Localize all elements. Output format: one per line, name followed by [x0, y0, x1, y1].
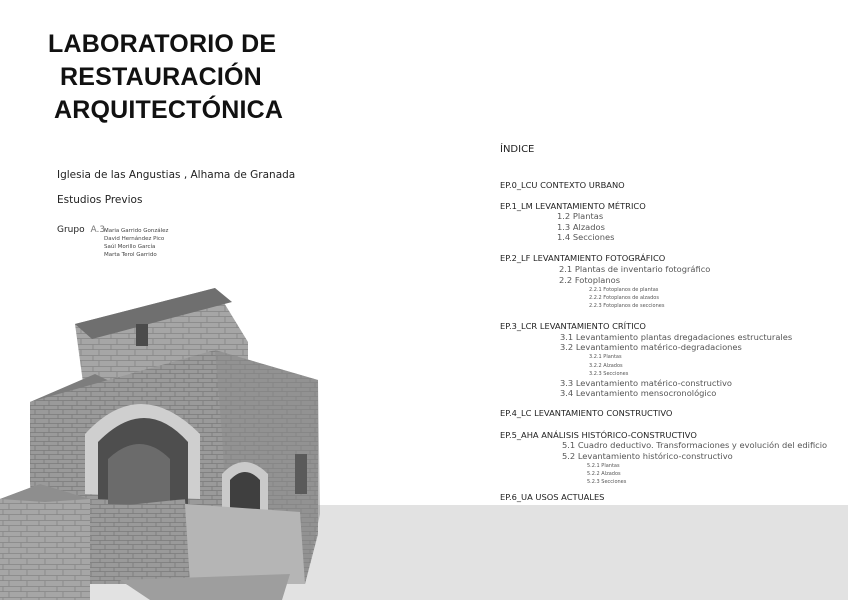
- toc-item: 5.1 Cuadro deductivo. Transformaciones y evolución del edificio: [562, 440, 828, 450]
- toc-item: 3.2 Levantamiento matérico-degradaciones: [560, 342, 742, 352]
- toc-heading-ep4: EP.4_LC LEVANTAMIENTO CONSTRUCTIVO: [500, 408, 673, 418]
- toc-heading-ep5: EP.5_AHA ANÁLISIS HISTÓRICO-CONSTRUCTIVO: [500, 430, 697, 440]
- title-line-3: ARQUITECTÓNICA: [54, 96, 284, 124]
- toc-item: 3.3 Levantamiento matérico-constructivo: [560, 378, 732, 388]
- group-label: [57, 225, 108, 235]
- toc-subitem: 5.2.2 Alzados: [587, 471, 621, 477]
- group-code: A.3.: [90, 225, 108, 235]
- toc-item: 1.3 Alzados: [557, 222, 605, 232]
- toc-item: 2.1 Plantas de inventario fotográfico: [559, 264, 711, 274]
- toc-item: 3.4 Levantamiento mensocronológico: [560, 388, 717, 398]
- member-name: David Hernández Pico: [104, 236, 165, 242]
- title-line-1: LABORATORIO DE: [48, 30, 277, 58]
- toc-subitem: 3.2.1 Plantas: [589, 354, 622, 360]
- title-line-2: RESTAURACIÓN: [60, 63, 262, 91]
- toc-item: 1.2 Plantas: [557, 211, 604, 221]
- toc-heading-ep6: EP.6_UA USOS ACTUALES: [500, 492, 605, 502]
- index-title: ÍNDICE: [500, 144, 535, 155]
- toc-item: 3.1 Levantamiento plantas dregadaciones estructurales: [560, 332, 793, 342]
- church-subtitle: Iglesia de las Angustias , Alhama de Granada: [57, 169, 296, 181]
- toc-item: 1.4 Secciones: [557, 232, 615, 242]
- church-photo: [0, 284, 332, 600]
- toc-heading-ep3: EP.3_LCR LEVANTAMIENTO CRÍTICO: [500, 321, 646, 331]
- toc-heading-ep0: EP.0_LCU CONTEXTO URBANO: [500, 180, 625, 190]
- toc-subitem: 2.2.1 Fotoplanos de plantas: [589, 287, 659, 293]
- toc-subitem: 5.2.1 Plantas: [587, 463, 620, 469]
- toc-item: 5.2 Levantamiento histórico-constructivo: [562, 451, 733, 461]
- toc-subitem: 3.2.3 Secciones: [589, 371, 629, 377]
- toc-item: 2.2 Fotoplanos: [559, 275, 621, 285]
- member-name: Saúl Morillo García: [104, 244, 156, 250]
- member-name: Marta Terol Garrido: [104, 252, 157, 258]
- toc-heading-ep2: EP.2_LF LEVANTAMIENTO FOTOGRÁFICO: [500, 253, 666, 263]
- toc-heading-ep1: EP.1_LM LEVANTAMIENTO MÉTRICO: [500, 201, 646, 211]
- group-members: [104, 227, 168, 259]
- document-title: [48, 28, 283, 127]
- studies-label: Estudios Previos: [57, 194, 143, 206]
- toc-subitem: 5.2.3 Secciones: [587, 479, 627, 485]
- group-word: Grupo: [57, 225, 85, 235]
- toc-subitem: 2.2.3 Fotoplanos de secciones: [589, 303, 665, 309]
- member-name: Maria Garrido González: [104, 228, 169, 234]
- toc-subitem: 2.2.2 Fotoplanos de alzados: [589, 295, 659, 301]
- toc-subitem: 3.2.2 Alzados: [589, 363, 623, 369]
